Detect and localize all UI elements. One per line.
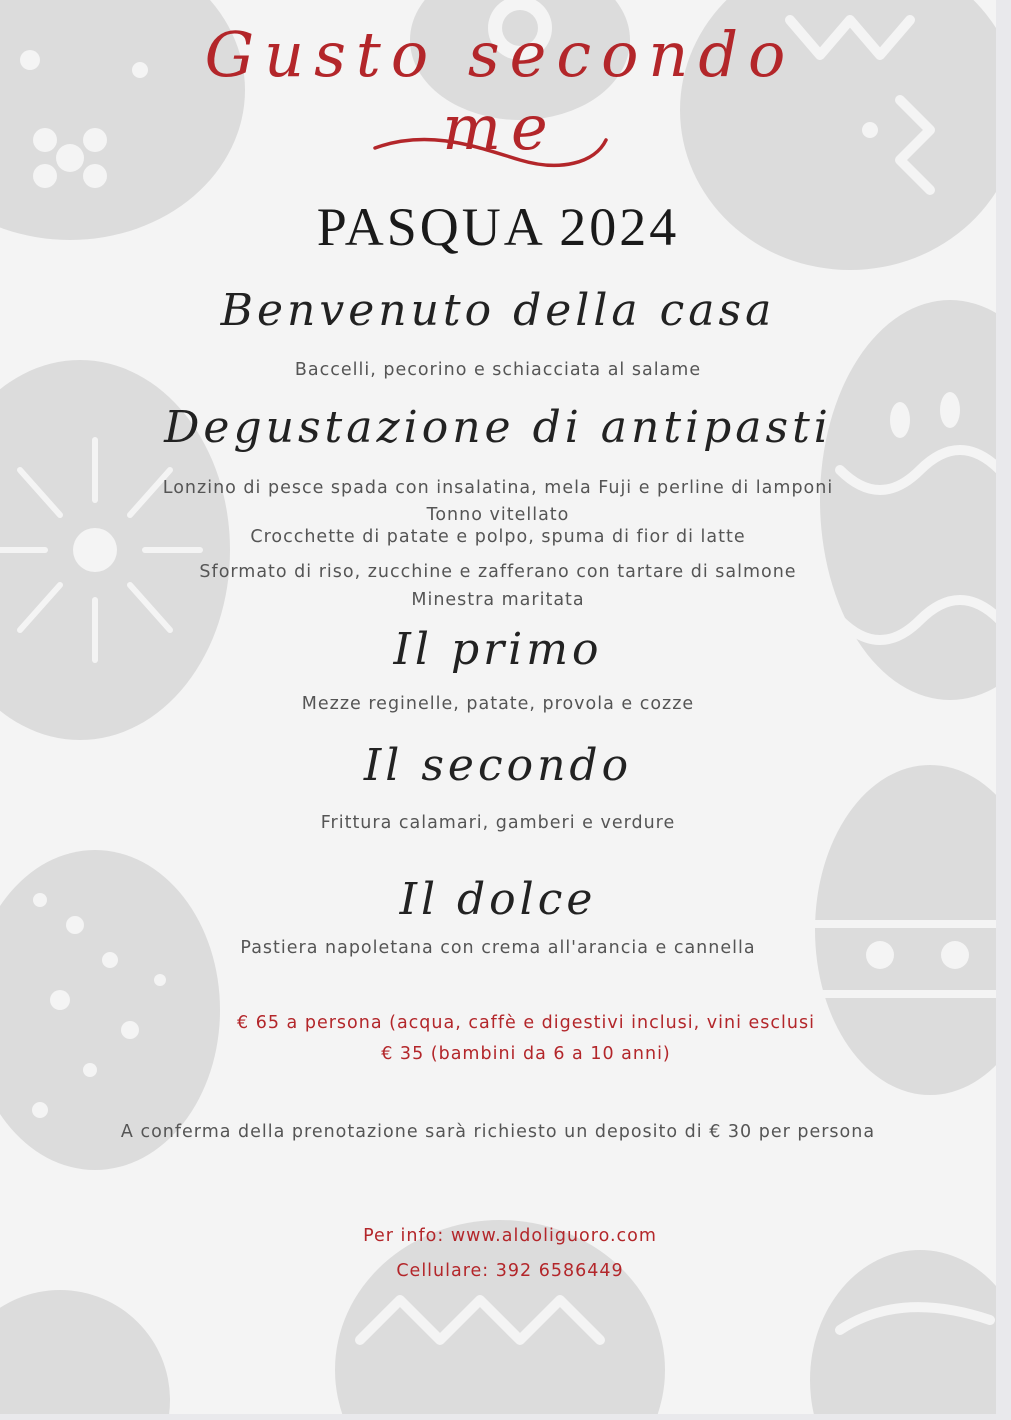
- menu-item: Crocchette di patate e polpo, spuma di fior di latte: [250, 527, 746, 547]
- menu-item: Lonzino di pesce spada con insalatina, mela Fuji e perline di lamponi: [162, 478, 834, 498]
- contact-info-link[interactable]: Per info: www.aldoliguoro.com: [363, 1226, 657, 1246]
- menu-item: Mezze reginelle, patate, provola e cozze: [301, 694, 695, 714]
- section-heading-secondo: Il secondo: [363, 740, 633, 791]
- logo-swash-icon: [370, 128, 620, 178]
- section-heading-antipasti: Degustazione di antipasti: [164, 402, 832, 453]
- deposit-note: A conferma della prenotazione sarà richiesto un deposito di € 30 per persona: [120, 1122, 876, 1142]
- section-heading-dolce: Il dolce: [399, 874, 597, 925]
- price-child: € 35 (bambini da 6 a 10 anni): [381, 1044, 671, 1064]
- menu-item: Pastiera napoletana con crema all'arancia e cannella: [240, 938, 756, 958]
- logo-script: Gusto secondo me: [204, 18, 796, 164]
- price-adult: € 65 a persona (acqua, caffè e digestivi inclusi, vini esclusi: [237, 1013, 815, 1033]
- menu-item: Sformato di riso, zucchine e zafferano con tartare di salmone: [199, 562, 797, 582]
- contact-phone: Cellulare: 392 6586449: [396, 1261, 624, 1281]
- menu-item: Baccelli, pecorino e schiacciata al salame: [294, 360, 702, 380]
- page-title: PASQUA 2024: [316, 197, 680, 257]
- section-heading-welcome: Benvenuto della casa: [220, 285, 776, 336]
- menu-item: Frittura calamari, gamberi e verdure: [320, 813, 676, 833]
- menu-item: Minestra maritata: [411, 590, 585, 610]
- section-heading-primo: Il primo: [393, 624, 603, 675]
- menu-item: Tonno vitellato: [426, 505, 570, 525]
